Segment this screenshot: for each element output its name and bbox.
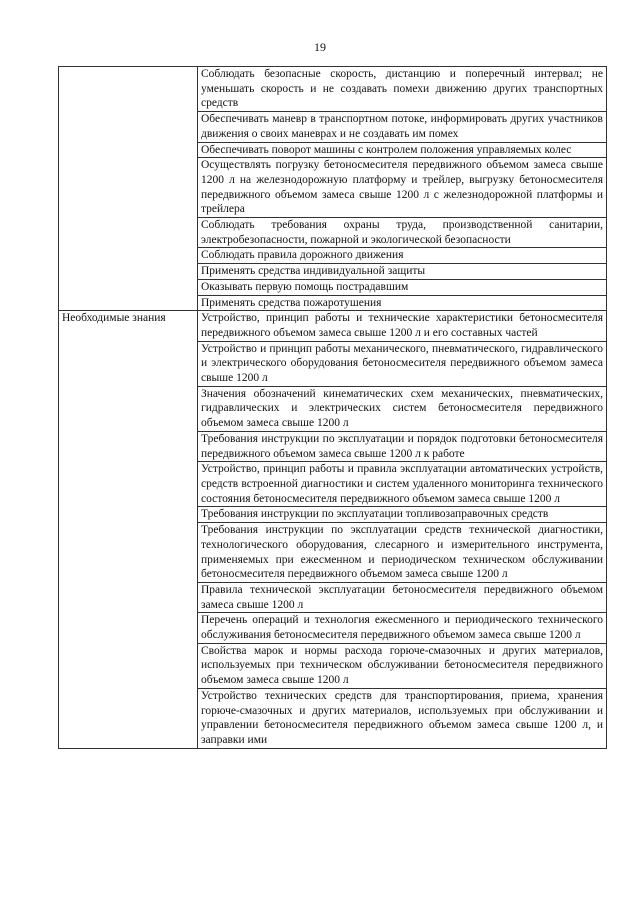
- knowledge-item: Значения обозначений кинематических схем механических, пневматических, гидравлических и электрических систем бетоносмесителя передвижного объемом замеса свыше 1200 л: [198, 386, 607, 431]
- knowledge-item: Устройство и принцип работы механического, пневматического, гидравлического и электрического оборудования бетоносмесителя передвижного объемом замеса свыше 1200 л: [198, 341, 607, 386]
- knowledge-item: Устройство, принцип работы и правила эксплуатации автоматических устройств, средств встроенной диагностики и систем удаленного мониторинга технического состояния бетоносмесителя передвижного объемом замеса свыше 1200 л: [198, 462, 607, 507]
- table-row: [59, 67, 607, 112]
- knowledge-item: Требования инструкции по эксплуатации средств технической диагностики, технологического оборудования, слесарного и измерительного инструмента, применяемых при ежесменном и периодическом техническом обслуживании бетоносмесителя передвижного объемом замеса свыше 1200 л: [198, 523, 607, 583]
- page-number: 19: [314, 40, 326, 54]
- knowledge-item: Свойства марок и нормы расхода горюче-смазочных и других материалов, используемых при техническом обслуживании бетоносмесителя передвижного объемом замеса свыше 1200 л: [198, 643, 607, 688]
- table-row: [59, 311, 607, 341]
- knowledge-item: Требования инструкции по эксплуатации и порядок подготовки бетоносмесителя передвижного объемом замеса свыше 1200 л к работе: [198, 431, 607, 461]
- skill-item: Оказывать первую помощь пострадавшим: [198, 279, 607, 295]
- skill-item: Применять средства пожаротушения: [198, 295, 607, 311]
- knowledge-item: Правила технической эксплуатации бетоносмесителя передвижного объемом замеса свыше 1200 л: [198, 582, 607, 612]
- knowledge-label: Необходимые знания: [59, 311, 198, 748]
- skill-item: Соблюдать требования охраны труда, производственной санитарии, электробезопасности, пожарной и экологической безопасности: [198, 218, 607, 248]
- skill-item: Соблюдать правила дорожного движения: [198, 248, 607, 264]
- knowledge-item: Требования инструкции по эксплуатации топливозаправочных средств: [198, 507, 607, 523]
- skills-label-cell: [59, 67, 198, 311]
- knowledge-item: Устройство, принцип работы и технические характеристики бетоносмесителя передвижного объемом замеса свыше 1200 л и его составных частей: [198, 311, 607, 341]
- knowledge-item: Устройство технических средств для транспортирования, приема, хранения горюче-смазочных и других материалов, используемых при обслуживании и управлении бетоносмесителя передвижного объемом замеса свыше 1200 л, и заправки ими: [198, 688, 607, 748]
- skill-item: Применять средства индивидуальной защиты: [198, 264, 607, 280]
- skill-item: Обеспечивать маневр в транспортном потоке, информировать других участников движения о своих маневрах и не создавать им помех: [198, 112, 607, 142]
- requirements-table: [58, 66, 607, 749]
- skill-item: Обеспечивать поворот машины с контролем положения управляемых колес: [198, 142, 607, 158]
- knowledge-item: Перечень операций и технология ежесменного и периодического технического обслуживания бетоносмесителя передвижного объемом замеса свыше 1200 л: [198, 613, 607, 643]
- skill-item: Соблюдать безопасные скорость, дистанцию и поперечный интервал; не уменьшать скорость и не создавать помехи движению других транспортных средств: [198, 67, 607, 112]
- skill-item: Осуществлять погрузку бетоносмесителя передвижного объемом замеса свыше 1200 л на железнодорожную платформу и трейлер, выгрузку бетоносмесителя передвижного объемом замеса свыше 1200 л с железнодорожной платформы и трейлера: [198, 158, 607, 218]
